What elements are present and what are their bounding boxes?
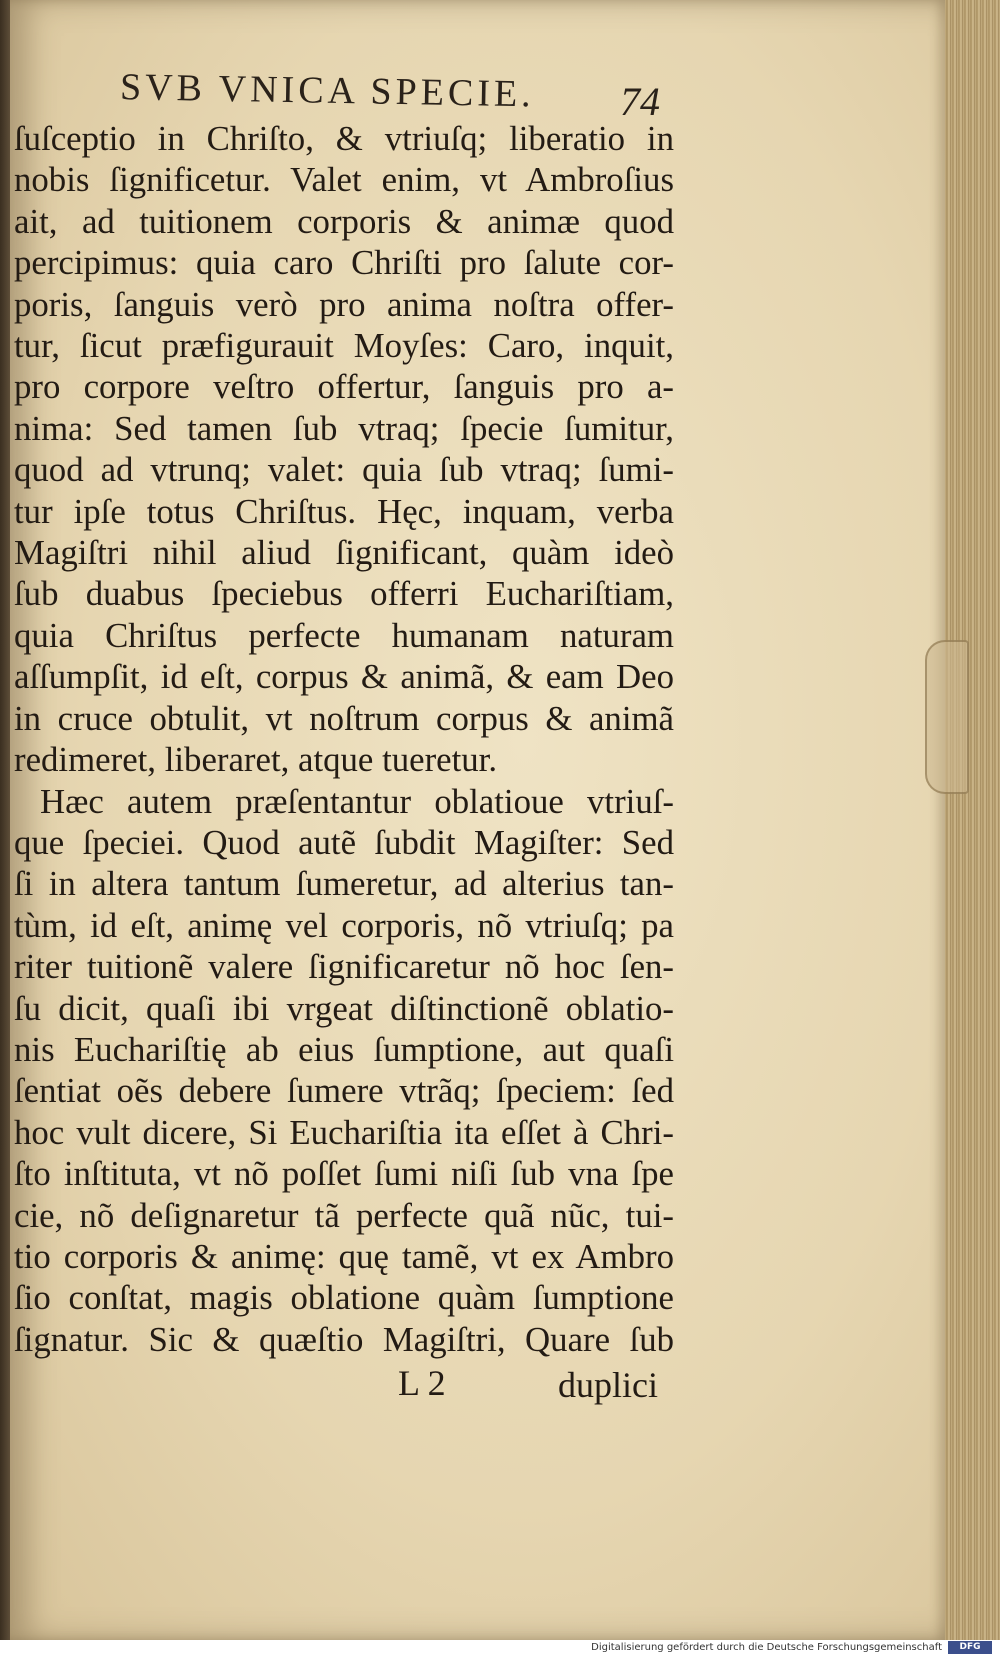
text-line: quod ad vtrunq; valet: quia ſub vtraq; ſumi- [14, 450, 674, 490]
text-line: pro corpore veſtro offertur, ſanguis pro a- [14, 367, 674, 407]
text-line: Hæc autem præſentantur oblatioue vtriuſ- [40, 781, 674, 821]
body-text [14, 118, 674, 1360]
text-line: ſu dicit, quaſi ibi vrgeat diſtinctionẽ oblatio- [14, 988, 674, 1028]
text-line: tur ipſe totus Chriſtus. Hęc, inquam, verba [14, 491, 674, 531]
text-line: ſuſceptio in Chriſto, & vtriuſq; liberatio in [14, 119, 674, 158]
text-line: tur, ſicut præfigurauit Moyſes: Caro, inquit, [14, 326, 674, 366]
text-line: ſi in altera tantum ſumeretur, ad alterius tan- [14, 864, 674, 904]
text-line: cie, nõ deſignaretur tã perfecte quã nũc, tui- [14, 1195, 674, 1235]
bookmark-tab [925, 640, 969, 794]
text-line: aſſumpſit, id eſt, corpus & animã, & eam Deo [14, 657, 674, 697]
page-block-edge [945, 0, 1000, 1640]
text-line: ſub duabus ſpeciebus offerri Euchariſtiam, [14, 574, 674, 614]
text-line: hoc vult dicere, Si Euchariſtia ita eſſet à Chri- [14, 1112, 674, 1152]
page-number: 74 [620, 79, 660, 124]
text-line: ſentiat oẽs debere ſumere vtrãq; ſpeciem: ſed [14, 1071, 674, 1111]
text-line: redimeret, liberaret, atque tueretur. [14, 740, 498, 780]
catchword: duplici [558, 1365, 658, 1405]
text-line: poris, ſanguis verò pro anima noſtra offer- [14, 284, 674, 324]
text-line: ſio conſtat, magis oblatione quàm ſumptione [14, 1278, 674, 1318]
text-line: riter tuitionẽ valere ſignificaretur nõ hoc ſen- [14, 947, 674, 987]
text-line: ſignatur. Sic & quæſtio Magiſtri, Quare ſub [14, 1319, 674, 1359]
text-line: percipimus: quia caro Chriſti pro ſalute cor- [14, 243, 674, 283]
text-line: nis Euchariſtię ab eius ſumptione, aut quaſi [14, 1029, 674, 1069]
running-title: SVB VNICA SPECIE. [119, 66, 536, 116]
text-line: tio corporis & animę: quę tamẽ, vt ex Ambro [14, 1236, 674, 1276]
digitization-credit: Digitalisierung gefördert durch die Deutsche Forschungsgemeinschaft [591, 1642, 942, 1653]
text-line: nima: Sed tamen ſub vtraq; ſpecie ſumitur, [14, 408, 674, 448]
text-line: que ſpeciei. Quod autẽ ſubdit Magiſter: Sed [14, 822, 674, 862]
text-line: ſto inſtituta, vt nõ poſſet ſumi niſi ſub vna ſpe [14, 1154, 674, 1194]
text-line: Magiſtri nihil aliud ſignificant, quàm ideò [14, 533, 674, 573]
text-line: tùm, id eſt, animę vel corporis, nõ vtriuſq; pa [14, 905, 674, 945]
signature-mark: L 2 [398, 1363, 446, 1403]
text-line: quia Chriſtus perfecte humanam naturam [14, 615, 674, 655]
text-line: ait, ad tuitionem corporis & animæ quod [14, 201, 674, 241]
text-line: in cruce obtulit, vt noſtrum corpus & animã [14, 698, 674, 738]
dfg-logo: DFG [948, 1641, 992, 1654]
text-line: nobis ſignificetur. Valet enim, vt Ambroſius [14, 160, 674, 200]
